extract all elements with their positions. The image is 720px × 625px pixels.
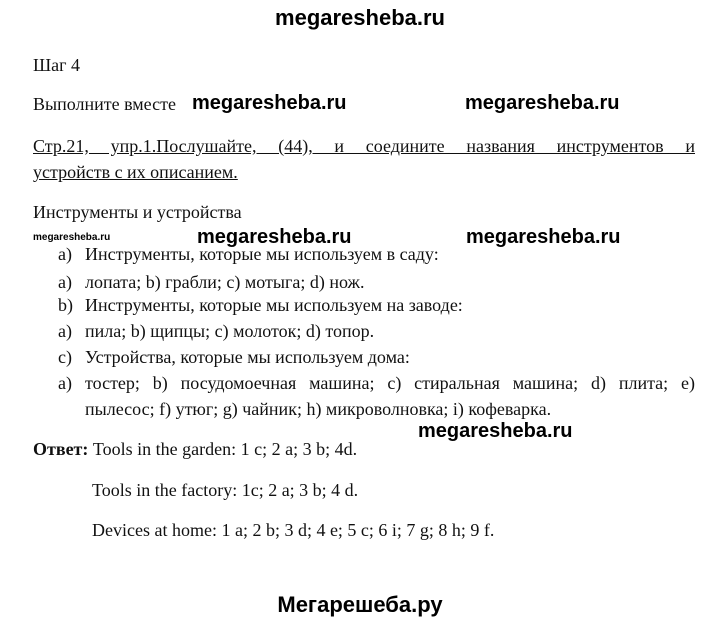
answer-line-garden <box>33 440 357 458</box>
list-item <box>58 348 410 366</box>
answer-factory: Tools in the factory: 1c; 2 a; 3 b; 4 d. <box>92 480 359 500</box>
list-marker: c) <box>58 347 72 367</box>
instruction: Выполните вместе <box>33 94 176 114</box>
watermark-small: megaresheba.ru <box>33 232 111 243</box>
list-item-text: Инструменты, которые мы используем на заводе: <box>85 295 463 315</box>
list-marker: a) <box>58 272 72 292</box>
list-marker: a) <box>58 321 72 341</box>
list-item-text: тостер; b) посудомоечная машина; c) стиральная машина; d) плита; e) <box>85 373 695 393</box>
watermark-top: megaresheba.ru <box>275 5 445 30</box>
list-item-text: Устройства, которые мы используем дома: <box>85 347 410 367</box>
list-item <box>58 296 463 314</box>
task-line-2: устройств с их описанием. <box>33 162 238 182</box>
answer-label: Ответ: <box>33 439 89 459</box>
watermark-bottom: Мегарешеба.ру <box>277 592 443 617</box>
list-item <box>58 273 365 291</box>
task-line-1: Стр.21, упр.1.Послушайте, (44), и соедините названия инструментов и <box>33 136 695 156</box>
list-marker: a) <box>58 244 72 264</box>
list-item <box>58 374 695 392</box>
step-heading: Шаг 4 <box>33 55 81 75</box>
section-title: Инструменты и устройства <box>33 202 242 222</box>
list-item <box>58 245 439 263</box>
list-item-text: Инструменты, которые мы используем в саду: <box>85 244 439 264</box>
list-item-continuation: пылесос; f) утюг; g) чайник; h) микроволновка; i) кофеварка. <box>85 399 552 419</box>
answer-garden: Tools in the garden: 1 c; 2 a; 3 b; 4d. <box>92 439 358 459</box>
list-marker: a) <box>58 373 72 393</box>
watermark: megaresheba.ru <box>465 92 620 114</box>
answer-home: Devices at home: 1 a; 2 b; 3 d; 4 e; 5 c; 6 i; 7 g; 8 h; 9 f. <box>92 520 495 540</box>
list-item-text: лопата; b) грабли; c) мотыга; d) нож. <box>85 272 365 292</box>
watermark: megaresheba.ru <box>192 92 347 114</box>
list-item-text: пила; b) щипцы; c) молоток; d) топор. <box>85 321 375 341</box>
list-item <box>58 322 374 340</box>
watermark: megaresheba.ru <box>418 420 573 442</box>
watermark: megaresheba.ru <box>197 226 352 248</box>
watermark: megaresheba.ru <box>466 226 621 248</box>
list-marker: b) <box>58 295 73 315</box>
